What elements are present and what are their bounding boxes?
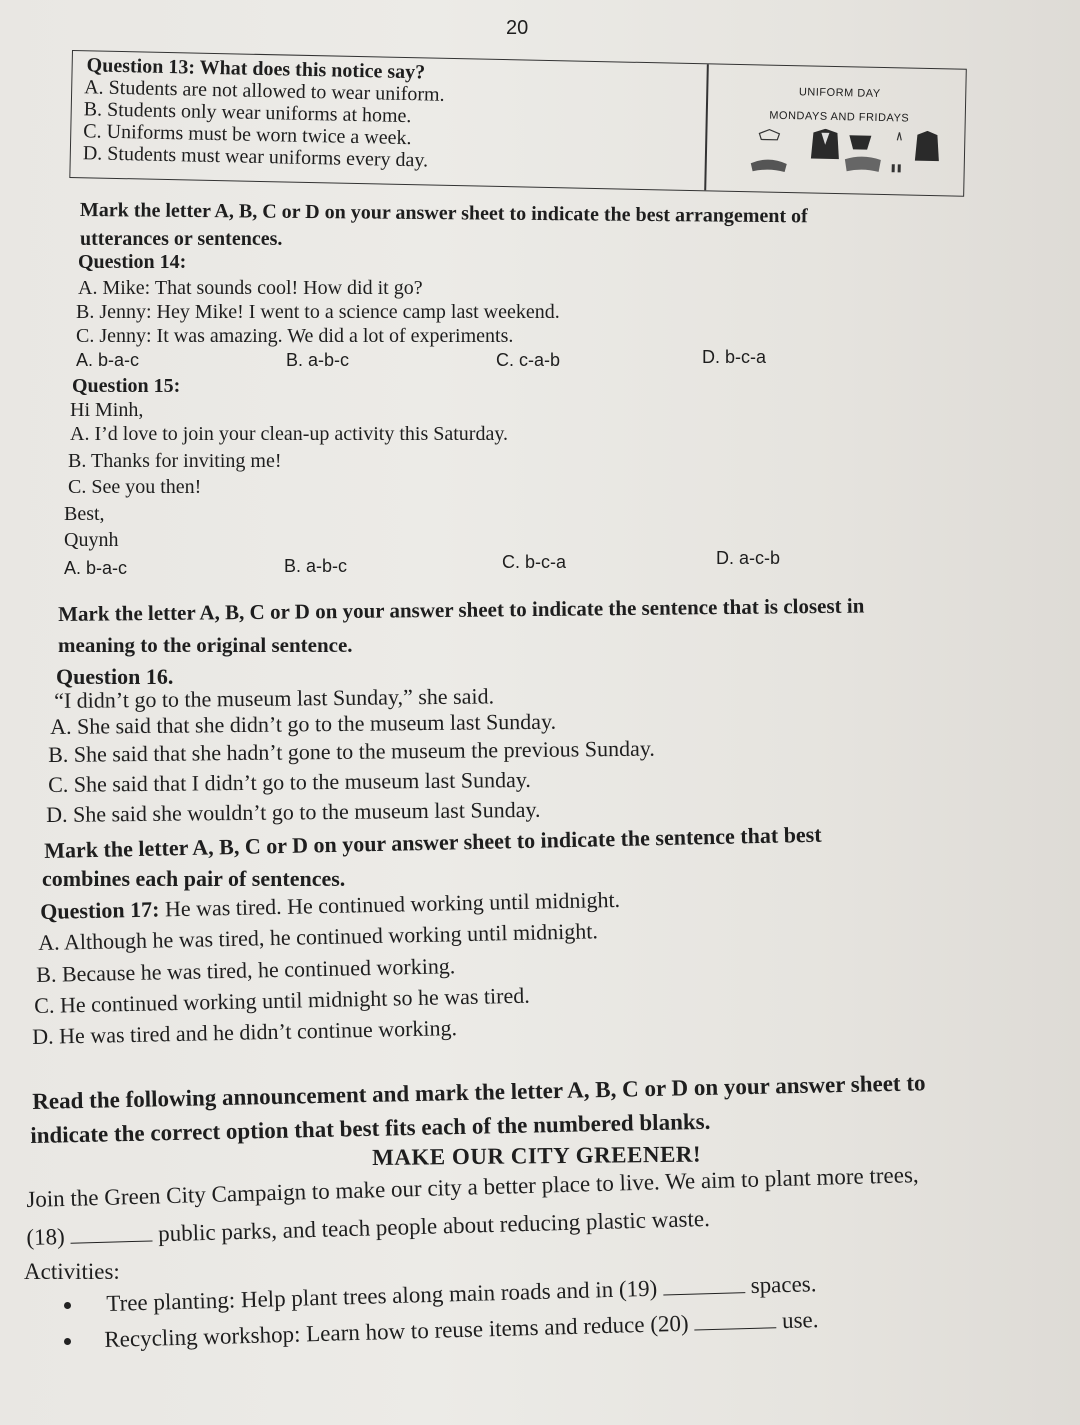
q17-label: Question 17:: [40, 896, 160, 924]
activities-label: Activities:: [24, 1259, 120, 1284]
section1-instruction-line1: Mark the letter A, B, C or D on your answer sheet to indicate the best arrangement of: [79, 198, 808, 228]
announcement-para-line1: Join the Green City Campaign to make our city a better place to live. We aim to plant more trees,: [26, 1162, 919, 1212]
section4-instruction-line2: indicate the correct option that best fits each of the numbered blanks.: [30, 1108, 711, 1148]
q14-line-c: C. Jenny: It was amazing. We did a lot of experiments.: [76, 325, 514, 347]
q13-option-b: B. Students only wear uniforms at home.: [83, 98, 412, 128]
q15-choice-c: C. b-c-a: [502, 552, 567, 572]
q16-quote: “I didn’t go to the museum last Sunday,” she said.: [54, 683, 495, 713]
notice-subtitle: MONDAYS AND FRIDAYS: [769, 109, 910, 125]
blank-20[interactable]: [694, 1309, 776, 1330]
blank-18[interactable]: [70, 1222, 152, 1243]
q13-option-d: D. Students must wear uniforms every day.: [82, 142, 429, 172]
question-13-box: [69, 50, 966, 197]
q14-label: Question 14:: [78, 251, 187, 273]
blank-19[interactable]: [663, 1274, 745, 1295]
q17-text: He was tired. He continued working until midnight.: [159, 886, 621, 922]
section3-instruction-line1: Mark the letter A, B, C or D on your answer sheet to indicate the sentence that best: [44, 821, 822, 863]
q15-label: Question 15:: [72, 375, 181, 397]
q17-option-c: C. He continued working until midnight so he was tired.: [34, 982, 530, 1018]
section3-instruction-line2: combines each pair of sentences.: [42, 866, 346, 891]
q14-choice-d: D. b-c-a: [702, 347, 767, 367]
section2-instruction-line1: Mark the letter A, B, C or D on your answer sheet to indicate the sentence that is closest in: [58, 593, 865, 626]
q15-greeting: Hi Minh,: [70, 399, 144, 421]
activity-2-text: Recycling workshop: Learn how to reuse items and reduce (20): [104, 1310, 689, 1352]
q15-choice-a: A. b-a-c: [64, 558, 128, 578]
q15-choice-b: B. a-b-c: [284, 556, 348, 576]
q15-choice-d: D. a-c-b: [716, 548, 781, 568]
q14-choice-b: B. a-b-c: [286, 350, 350, 370]
activity-1-end: spaces.: [750, 1271, 817, 1298]
q17-option-a: A. Although he was tired, he continued working until midnight.: [38, 918, 599, 955]
q15-line-b: B. Thanks for inviting me!: [68, 450, 282, 472]
q14-line-b: B. Jenny: Hey Mike! I went to a science camp last weekend.: [76, 301, 560, 323]
section4-instruction-line1: Read the following announcement and mark the letter A, B, C or D on your answer sheet to: [32, 1070, 926, 1114]
q15-line-c: C. See you then!: [68, 476, 202, 498]
q13-option-a: A. Students are not allowed to wear uniform.: [83, 76, 445, 106]
q15-line-a: A. I’d love to join your clean-up activity this Saturday.: [70, 423, 509, 445]
activity-1-text: Tree planting: Help plant trees along main roads and in (19): [106, 1275, 658, 1316]
notice-divider: [704, 64, 708, 190]
q16-label: Question 16.: [56, 664, 174, 689]
q15-signature: Quynh: [64, 529, 119, 551]
announcement-title: MAKE OUR CITY GREENER!: [372, 1141, 702, 1170]
announcement-para-line2: [26, 1205, 710, 1252]
q17-option-d: D. He was tired and he didn’t continue working.: [32, 1015, 458, 1049]
q13-question: Question 13: What does this notice say?: [86, 54, 426, 84]
q13-option-c: C. Uniforms must be worn twice a week.: [83, 120, 412, 150]
para-line2-text: public parks, and teach people about reducing plastic waste.: [157, 1205, 711, 1247]
q17-option-b: B. Because he was tired, he continued working.: [36, 953, 456, 987]
blank-18-number: (18): [26, 1223, 66, 1250]
q14-choice-a: A. b-a-c: [76, 350, 140, 370]
q16-option-d: D. She said she wouldn’t go to the museum last Sunday.: [46, 796, 541, 827]
uniform-notice-image: [720, 73, 957, 186]
section1-instruction-line2: utterances or sentences.: [80, 228, 283, 250]
uniform-clothes-icon: [720, 127, 956, 182]
page-number: 20: [506, 17, 529, 39]
q16-option-b: B. She said that she hadn’t gone to the museum the previous Sunday.: [48, 735, 655, 767]
bullet-dot: [64, 1338, 71, 1345]
q14-choice-c: C. c-a-b: [496, 350, 561, 370]
activity-2-end: use.: [781, 1307, 819, 1334]
notice-title: UNIFORM DAY: [798, 86, 881, 100]
q16-option-a: A. She said that she didn’t go to the museum last Sunday.: [50, 708, 557, 739]
q16-option-c: C. She said that I didn’t go to the museum last Sunday.: [48, 766, 531, 797]
bullet-dot: [64, 1302, 71, 1309]
section2-instruction-line2: meaning to the original sentence.: [58, 633, 353, 657]
q14-line-a: A. Mike: That sounds cool! How did it go?: [78, 277, 423, 299]
q15-closing: Best,: [64, 503, 105, 525]
